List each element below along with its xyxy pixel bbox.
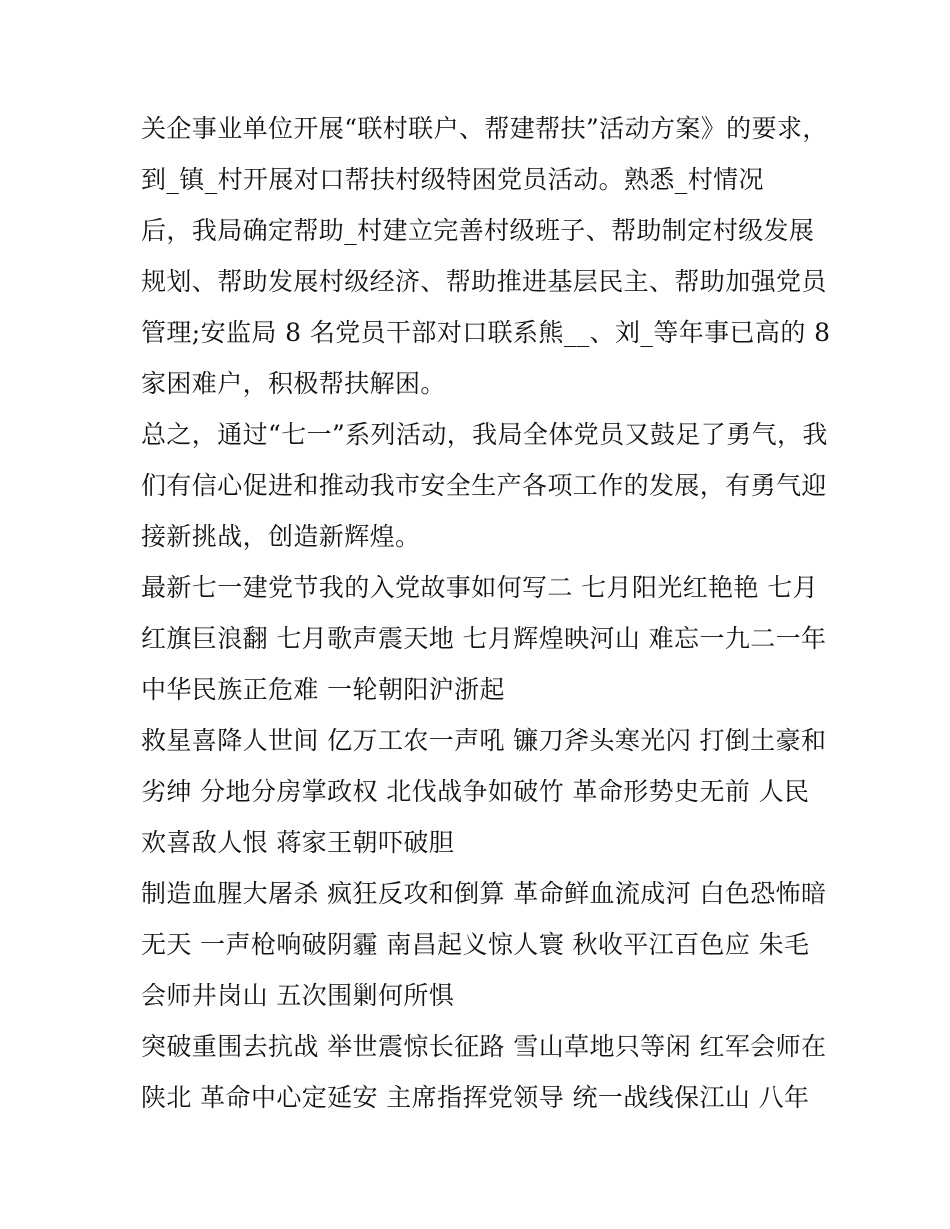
paragraph [141, 103, 831, 409]
text-line: 中华民族正危难 一轮朝阳沪浙起 [141, 675, 505, 704]
paragraph [141, 562, 827, 715]
text-line: 最新七一建党节我的入党故事如何写二 七月阳光红艳艳 七月 [141, 573, 819, 602]
paragraph [141, 409, 828, 562]
text-line: 后，我局确定帮助_村建立完善村级班子、帮助制定村级发展 [141, 216, 815, 245]
text-line: 总之，通过“七一”系列活动，我局全体党员又鼓足了勇气，我 [141, 420, 828, 449]
paragraph [141, 868, 827, 1021]
text-line: 们有信心促进和推动我市安全生产各项工作的发展，有勇气迎 [141, 471, 827, 500]
text-line: 到_镇_村开展对口帮扶村级特困党员活动。熟悉_村情况 [141, 165, 764, 194]
text-line: 陕北 革命中心定延安 主席指挥党领导 统一战线保江山 八年 [141, 1083, 810, 1112]
text-line: 欢喜敌人恨 蒋家王朝吓破胆 [141, 828, 455, 857]
text-line: 规划、帮助发展村级经济、帮助推进基层民主、帮助加强党员 [141, 267, 827, 296]
text-line: 救星喜降人世间 亿万工农一声吼 镰刀斧头寒光闪 打倒土豪和 [141, 726, 827, 755]
text-line: 劣绅 分地分房掌政权 北伐战争如破竹 革命形势史无前 人民 [141, 777, 810, 806]
text-line: 无天 一声枪响破阴霾 南昌起义惊人寰 秋收平江百色应 朱毛 [141, 930, 810, 959]
text-line: 管理;安监局 8 名党员干部对口联系熊__、刘_等年事已高的 8 [141, 318, 831, 347]
text-line: 突破重围去抗战 举世震惊长征路 雪山草地只等闲 红军会师在 [141, 1032, 827, 1061]
paragraph [141, 715, 827, 868]
text-line: 关企事业单位开展“联村联户、帮建帮扶”活动方案》的要求， [141, 114, 828, 143]
document-body [141, 103, 831, 1123]
text-line: 制造血腥大屠杀 疯狂反攻和倒算 革命鲜血流成河 白色恐怖暗 [141, 879, 827, 908]
paragraph [141, 1021, 827, 1123]
text-line: 家困难户，积极帮扶解困。 [141, 369, 446, 398]
text-line: 会师井岗山 五次围剿何所惧 [141, 981, 455, 1010]
text-line: 红旗巨浪翻 七月歌声震天地 七月辉煌映河山 难忘一九二一年 [141, 624, 827, 653]
text-line: 接新挑战，创造新辉煌。 [141, 522, 421, 551]
